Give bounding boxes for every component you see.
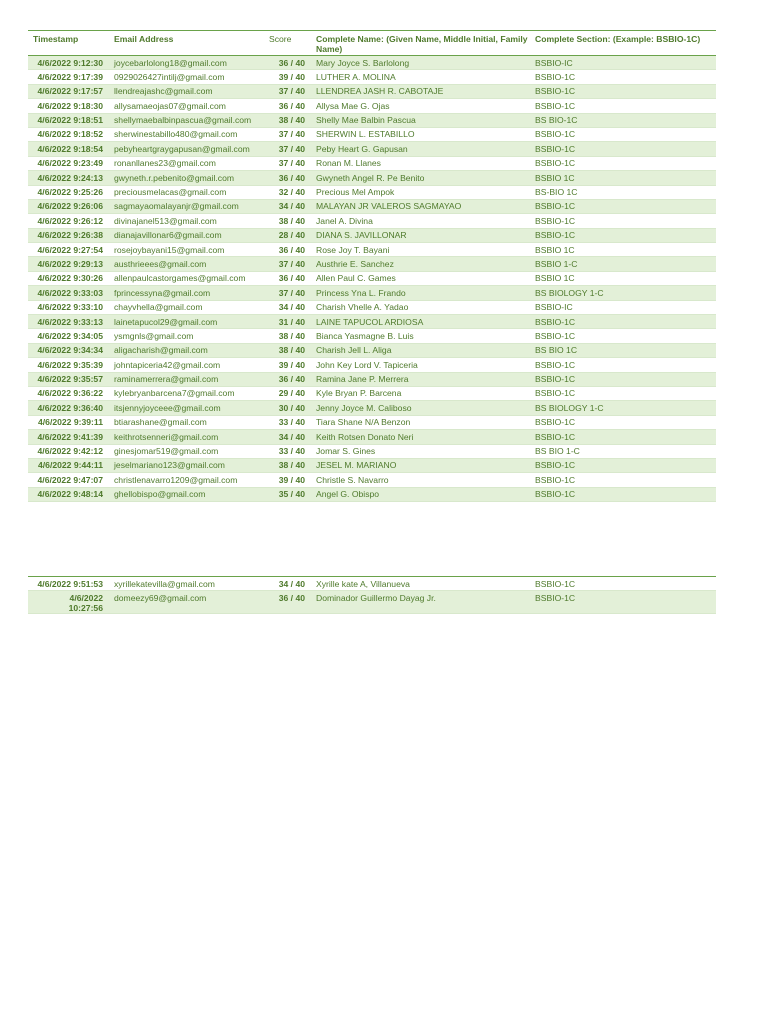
cell-score: 37 / 40 bbox=[264, 156, 311, 170]
cell-timestamp: 4/6/2022 9:36:40 bbox=[28, 401, 109, 415]
cell-email: ronanllanes23@gmail.com bbox=[109, 156, 264, 170]
cell-timestamp: 4/6/2022 9:18:52 bbox=[28, 127, 109, 141]
cell-name: MALAYAN JR VALEROS SAGMAYAO bbox=[311, 199, 530, 213]
cell-name: Rose Joy T. Bayani bbox=[311, 243, 530, 257]
cell-email: lainetapucol29@gmail.com bbox=[109, 315, 264, 329]
cell-email: divinajanel513@gmail.com bbox=[109, 214, 264, 228]
cell-score: 34 / 40 bbox=[264, 430, 311, 444]
table-row bbox=[28, 372, 716, 386]
cell-email: jeselmariano123@gmail.com bbox=[109, 458, 264, 472]
cell-name: Gwyneth Angel R. Pe Benito bbox=[311, 171, 530, 185]
cell-score: 28 / 40 bbox=[264, 228, 311, 242]
cell-email: shellymaebalbinpascua@gmail.com bbox=[109, 113, 264, 127]
cell-score: 37 / 40 bbox=[264, 142, 311, 156]
cell-score: 31 / 40 bbox=[264, 315, 311, 329]
cell-score: 34 / 40 bbox=[264, 300, 311, 314]
cell-email: itsjennyjoyceee@gmail.com bbox=[109, 401, 264, 415]
cell-section: BSBIO-1C bbox=[530, 99, 716, 113]
cell-timestamp: 4/6/2022 9:17:39 bbox=[28, 70, 109, 84]
cell-timestamp: 4/6/2022 9:44:11 bbox=[28, 458, 109, 472]
cell-name: SHERWIN L. ESTABILLO bbox=[311, 127, 530, 141]
cell-timestamp: 4/6/2022 9:27:54 bbox=[28, 243, 109, 257]
cell-email: ysmgnls@gmail.com bbox=[109, 329, 264, 343]
cell-section: BSBIO 1-C bbox=[530, 257, 716, 271]
table-row bbox=[28, 300, 716, 314]
cell-name: John Key Lord V. Tapiceria bbox=[311, 358, 530, 372]
cell-section: BSBIO-1C bbox=[530, 156, 716, 170]
cell-score: 36 / 40 bbox=[264, 271, 311, 285]
cell-name: Princess Yna L. Frando bbox=[311, 286, 530, 300]
table-row bbox=[28, 257, 716, 271]
cell-section: BSBIO-1C bbox=[530, 458, 716, 472]
cell-section: BSBIO-1C bbox=[530, 577, 716, 591]
cell-email: joycebarlolong18@gmail.com bbox=[109, 56, 264, 70]
cell-name: Charish Vhelle A. Yadao bbox=[311, 300, 530, 314]
cell-name: Dominador Guillermo Dayag Jr. bbox=[311, 591, 530, 614]
cell-score: 33 / 40 bbox=[264, 415, 311, 429]
cell-name: Peby Heart G. Gapusan bbox=[311, 142, 530, 156]
col-header-score: Score bbox=[264, 31, 311, 56]
cell-section: BSBIO 1C bbox=[530, 271, 716, 285]
cell-name: DIANA S. JAVILLONAR bbox=[311, 228, 530, 242]
cell-section: BS BIO-1C bbox=[530, 113, 716, 127]
cell-email: ghellobispo@gmail.com bbox=[109, 487, 264, 501]
cell-name: Allysa Mae G. Ojas bbox=[311, 99, 530, 113]
table-row bbox=[28, 56, 716, 70]
cell-email: btiarashane@gmail.com bbox=[109, 415, 264, 429]
cell-email: christlenavarro1209@gmail.com bbox=[109, 473, 264, 487]
cell-name: Allen Paul C. Games bbox=[311, 271, 530, 285]
cell-score: 39 / 40 bbox=[264, 70, 311, 84]
cell-score: 32 / 40 bbox=[264, 185, 311, 199]
cell-section: BSBIO-IC bbox=[530, 56, 716, 70]
cell-timestamp: 4/6/2022 9:24:13 bbox=[28, 171, 109, 185]
responses-table bbox=[28, 30, 716, 502]
col-header-email: Email Address bbox=[109, 31, 264, 56]
cell-section: BSBIO-1C bbox=[530, 591, 716, 614]
cell-section: BSBIO-1C bbox=[530, 487, 716, 501]
cell-name: Janel A. Divina bbox=[311, 214, 530, 228]
cell-email: sherwinestabillo480@gmail.com bbox=[109, 127, 264, 141]
cell-name: JESEL M. MARIANO bbox=[311, 458, 530, 472]
cell-score: 29 / 40 bbox=[264, 386, 311, 400]
cell-email: xyrillekatevilla@gmail.com bbox=[109, 577, 264, 591]
cell-section: BSBIO-1C bbox=[530, 70, 716, 84]
cell-timestamp: 4/6/2022 9:18:51 bbox=[28, 113, 109, 127]
table-row bbox=[28, 473, 716, 487]
cell-timestamp: 4/6/2022 9:35:57 bbox=[28, 372, 109, 386]
cell-email: chayvhella@gmail.com bbox=[109, 300, 264, 314]
col-header-timestamp: Timestamp bbox=[28, 31, 109, 56]
responses-table-continued bbox=[28, 576, 716, 614]
cell-timestamp: 4/6/2022 9:41:39 bbox=[28, 430, 109, 444]
cell-timestamp: 4/6/2022 9:29:13 bbox=[28, 257, 109, 271]
cell-name: Xyrille kate A, Villanueva bbox=[311, 577, 530, 591]
cell-section: BSBIO-1C bbox=[530, 315, 716, 329]
table-row bbox=[28, 99, 716, 113]
cell-section: BS BIO 1-C bbox=[530, 444, 716, 458]
cell-score: 36 / 40 bbox=[264, 243, 311, 257]
cell-timestamp: 4/6/2022 9:18:54 bbox=[28, 142, 109, 156]
cell-email: preciousmelacas@gmail.com bbox=[109, 185, 264, 199]
table-row bbox=[28, 171, 716, 185]
cell-score: 37 / 40 bbox=[264, 127, 311, 141]
cell-timestamp: 4/6/2022 9:26:06 bbox=[28, 199, 109, 213]
cell-email: 0929026427intilj@gmail.com bbox=[109, 70, 264, 84]
cell-email: allysamaeojas07@gmail.com bbox=[109, 99, 264, 113]
cell-section: BSBIO-1C bbox=[530, 430, 716, 444]
table-row bbox=[28, 142, 716, 156]
cell-timestamp: 4/6/2022 9:33:13 bbox=[28, 315, 109, 329]
cell-timestamp: 4/6/2022 9:12:30 bbox=[28, 56, 109, 70]
cell-score: 37 / 40 bbox=[264, 286, 311, 300]
cell-name: Precious Mel Ampok bbox=[311, 185, 530, 199]
cell-score: 36 / 40 bbox=[264, 56, 311, 70]
cell-section: BS BIOLOGY 1-C bbox=[530, 401, 716, 415]
table-row bbox=[28, 185, 716, 199]
cell-score: 38 / 40 bbox=[264, 113, 311, 127]
table-body bbox=[28, 577, 716, 614]
cell-name: Austhrie E. Sanchez bbox=[311, 257, 530, 271]
cell-section: BSBIO 1C bbox=[530, 243, 716, 257]
table-row bbox=[28, 343, 716, 357]
table-row bbox=[28, 415, 716, 429]
table-row bbox=[28, 156, 716, 170]
cell-score: 36 / 40 bbox=[264, 372, 311, 386]
col-header-section: Complete Section: (Example: BSBIO-1C) bbox=[530, 31, 716, 56]
cell-section: BSBIO-1C bbox=[530, 142, 716, 156]
cell-name: Ronan M. Llanes bbox=[311, 156, 530, 170]
cell-section: BSBIO-1C bbox=[530, 199, 716, 213]
cell-name: Angel G. Obispo bbox=[311, 487, 530, 501]
cell-score: 36 / 40 bbox=[264, 99, 311, 113]
cell-name: Charish Jell L. Aliga bbox=[311, 343, 530, 357]
cell-score: 35 / 40 bbox=[264, 487, 311, 501]
cell-timestamp: 4/6/2022 9:33:03 bbox=[28, 286, 109, 300]
cell-email: ginesjomar519@gmail.com bbox=[109, 444, 264, 458]
cell-score: 34 / 40 bbox=[264, 577, 311, 591]
cell-timestamp: 4/6/2022 9:39:11 bbox=[28, 415, 109, 429]
cell-section: BSBIO-1C bbox=[530, 329, 716, 343]
cell-email: allenpaulcastorgames@gmail.com bbox=[109, 271, 264, 285]
table-row bbox=[28, 315, 716, 329]
cell-section: BSBIO-1C bbox=[530, 372, 716, 386]
cell-score: 30 / 40 bbox=[264, 401, 311, 415]
cell-timestamp: 4/6/2022 9:48:14 bbox=[28, 487, 109, 501]
table-row bbox=[28, 214, 716, 228]
cell-section: BSBIO-1C bbox=[530, 415, 716, 429]
table-row bbox=[28, 113, 716, 127]
cell-section: BSBIO-1C bbox=[530, 358, 716, 372]
cell-timestamp: 4/6/2022 9:25:26 bbox=[28, 185, 109, 199]
cell-name: Bianca Yasmagne B. Luis bbox=[311, 329, 530, 343]
cell-section: BSBIO-1C bbox=[530, 228, 716, 242]
cell-section: BSBIO-IC bbox=[530, 300, 716, 314]
table-row bbox=[28, 70, 716, 84]
cell-email: fprincessyna@gmail.com bbox=[109, 286, 264, 300]
cell-email: rosejoybayani15@gmail.com bbox=[109, 243, 264, 257]
header-row bbox=[28, 31, 716, 56]
cell-score: 37 / 40 bbox=[264, 257, 311, 271]
table-row bbox=[28, 243, 716, 257]
cell-timestamp: 4/6/2022 9:36:22 bbox=[28, 386, 109, 400]
cell-timestamp: 4/6/2022 9:34:34 bbox=[28, 343, 109, 357]
table-row bbox=[28, 358, 716, 372]
cell-name: Mary Joyce S. Barlolong bbox=[311, 56, 530, 70]
cell-email: domeezy69@gmail.com bbox=[109, 591, 264, 614]
cell-name: Tiara Shane N/A Benzon bbox=[311, 415, 530, 429]
cell-email: aligacharish@gmail.com bbox=[109, 343, 264, 357]
cell-name: Jenny Joyce M. Caliboso bbox=[311, 401, 530, 415]
table-row bbox=[28, 271, 716, 285]
cell-timestamp: 4/6/2022 9:17:57 bbox=[28, 84, 109, 98]
cell-score: 34 / 40 bbox=[264, 199, 311, 213]
cell-timestamp: 4/6/2022 9:26:12 bbox=[28, 214, 109, 228]
cell-section: BSBIO 1C bbox=[530, 171, 716, 185]
cell-email: pebyheartgraygapusan@gmail.com bbox=[109, 142, 264, 156]
cell-score: 39 / 40 bbox=[264, 473, 311, 487]
cell-timestamp: 4/6/2022 9:33:10 bbox=[28, 300, 109, 314]
table-row bbox=[28, 444, 716, 458]
table-row bbox=[28, 329, 716, 343]
cell-email: austhrieees@gmail.com bbox=[109, 257, 264, 271]
table-row bbox=[28, 84, 716, 98]
col-header-name: Complete Name: (Given Name, Middle Initial, Family Name) bbox=[311, 31, 530, 56]
table-row bbox=[28, 199, 716, 213]
cell-section: BSBIO-1C bbox=[530, 214, 716, 228]
cell-timestamp: 4/6/2022 9:51:53 bbox=[28, 577, 109, 591]
cell-email: gwyneth.r.pebenito@gmail.com bbox=[109, 171, 264, 185]
cell-name: Ramina Jane P. Merrera bbox=[311, 372, 530, 386]
cell-timestamp: 4/6/2022 9:34:05 bbox=[28, 329, 109, 343]
table-row bbox=[28, 577, 716, 591]
cell-email: kylebryanbarcena7@gmail.com bbox=[109, 386, 264, 400]
cell-score: 36 / 40 bbox=[264, 171, 311, 185]
cell-section: BS-BIO 1C bbox=[530, 185, 716, 199]
cell-section: BSBIO-1C bbox=[530, 84, 716, 98]
cell-score: 37 / 40 bbox=[264, 84, 311, 98]
cell-name: Shelly Mae Balbin Pascua bbox=[311, 113, 530, 127]
cell-timestamp: 4/6/2022 9:18:30 bbox=[28, 99, 109, 113]
cell-section: BSBIO-1C bbox=[530, 386, 716, 400]
cell-timestamp: 4/6/2022 10:27:56 bbox=[28, 591, 109, 614]
cell-score: 39 / 40 bbox=[264, 358, 311, 372]
cell-section: BS BIO 1C bbox=[530, 343, 716, 357]
cell-timestamp: 4/6/2022 9:42:12 bbox=[28, 444, 109, 458]
cell-name: LUTHER A. MOLINA bbox=[311, 70, 530, 84]
cell-email: johntapiceria42@gmail.com bbox=[109, 358, 264, 372]
table-body bbox=[28, 56, 716, 502]
cell-email: raminamerrera@gmail.com bbox=[109, 372, 264, 386]
table-row bbox=[28, 286, 716, 300]
cell-section: BSBIO-1C bbox=[530, 127, 716, 141]
cell-section: BS BIOLOGY 1-C bbox=[530, 286, 716, 300]
table-row bbox=[28, 591, 716, 614]
cell-score: 38 / 40 bbox=[264, 343, 311, 357]
cell-score: 38 / 40 bbox=[264, 458, 311, 472]
cell-name: Christle S. Navarro bbox=[311, 473, 530, 487]
cell-score: 33 / 40 bbox=[264, 444, 311, 458]
cell-timestamp: 4/6/2022 9:47:07 bbox=[28, 473, 109, 487]
cell-score: 36 / 40 bbox=[264, 591, 311, 614]
cell-email: dianajavillonar6@gmail.com bbox=[109, 228, 264, 242]
table-row bbox=[28, 127, 716, 141]
cell-name: Jomar S. Gines bbox=[311, 444, 530, 458]
cell-timestamp: 4/6/2022 9:35:39 bbox=[28, 358, 109, 372]
cell-email: llendreajashc@gmail.com bbox=[109, 84, 264, 98]
table-row bbox=[28, 386, 716, 400]
cell-email: sagmayaomalayanjr@gmail.com bbox=[109, 199, 264, 213]
cell-section: BSBIO-1C bbox=[530, 473, 716, 487]
cell-name: LLENDREA JASH R. CABOTAJE bbox=[311, 84, 530, 98]
table-row bbox=[28, 401, 716, 415]
cell-name: LAINE TAPUCOL ARDIOSA bbox=[311, 315, 530, 329]
cell-score: 38 / 40 bbox=[264, 329, 311, 343]
cell-score: 38 / 40 bbox=[264, 214, 311, 228]
table-row bbox=[28, 487, 716, 501]
cell-name: Kyle Bryan P. Barcena bbox=[311, 386, 530, 400]
cell-timestamp: 4/6/2022 9:30:26 bbox=[28, 271, 109, 285]
table-row bbox=[28, 458, 716, 472]
cell-email: keithrotsenneri@gmail.com bbox=[109, 430, 264, 444]
cell-timestamp: 4/6/2022 9:26:38 bbox=[28, 228, 109, 242]
cell-name: Keith Rotsen Donato Neri bbox=[311, 430, 530, 444]
table-row bbox=[28, 228, 716, 242]
table-row bbox=[28, 430, 716, 444]
cell-timestamp: 4/6/2022 9:23:49 bbox=[28, 156, 109, 170]
